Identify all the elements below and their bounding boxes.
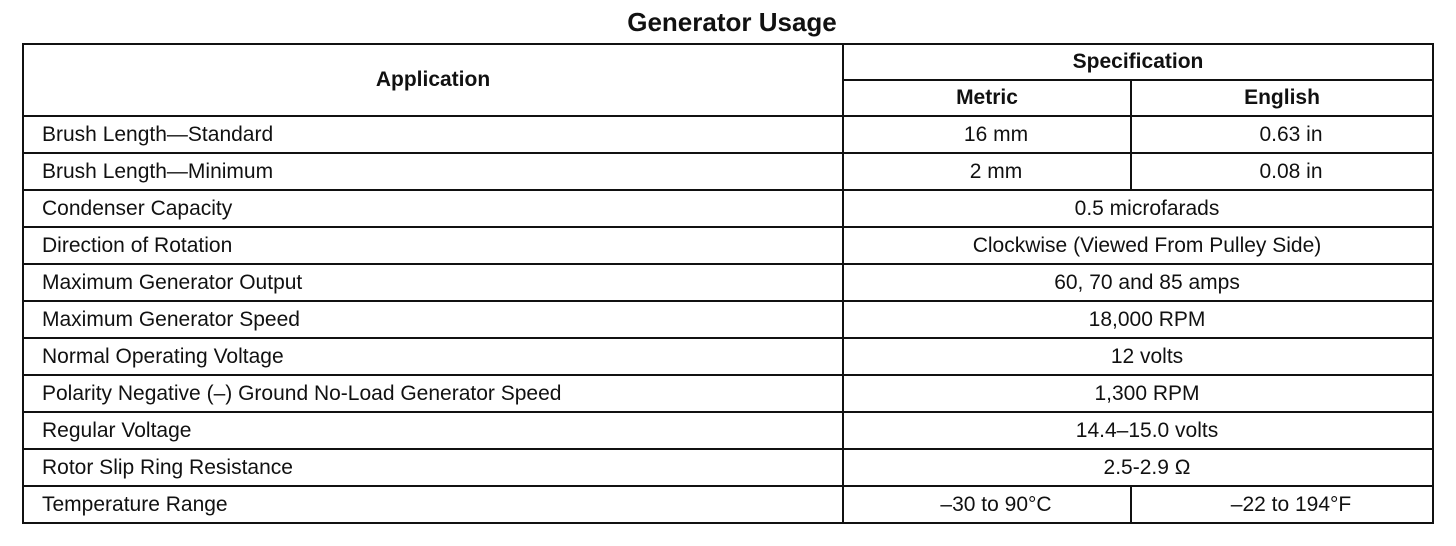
row-spec-value: 18,000 RPM bbox=[843, 301, 1433, 338]
row-spec-value: 60, 70 and 85 amps bbox=[843, 264, 1433, 301]
row-application: Brush Length—Standard bbox=[23, 116, 843, 153]
table-row bbox=[23, 375, 1433, 412]
row-application: Maximum Generator Output bbox=[23, 264, 843, 301]
row-metric-value: –30 to 90°C bbox=[843, 486, 1131, 523]
table-row bbox=[23, 301, 1433, 338]
row-english-value: 0.63 in bbox=[1131, 116, 1433, 153]
header-metric: Metric bbox=[843, 80, 1131, 116]
row-spec-value: 12 volts bbox=[843, 338, 1433, 375]
table-row bbox=[23, 153, 1433, 190]
row-spec-value: 1,300 RPM bbox=[843, 375, 1433, 412]
row-application: Regular Voltage bbox=[23, 412, 843, 449]
header-specification: Specification bbox=[843, 44, 1433, 80]
row-spec-value: 2.5-2.9 Ω bbox=[843, 449, 1433, 486]
row-application: Brush Length—Minimum bbox=[23, 153, 843, 190]
row-english-value: –22 to 194°F bbox=[1131, 486, 1433, 523]
table-row bbox=[23, 116, 1433, 153]
header-english: English bbox=[1131, 80, 1433, 116]
table-row bbox=[23, 486, 1433, 523]
table-row bbox=[23, 412, 1433, 449]
row-spec-value: Clockwise (Viewed From Pulley Side) bbox=[843, 227, 1433, 264]
row-application: Temperature Range bbox=[23, 486, 843, 523]
page-title: Generator Usage bbox=[627, 7, 837, 37]
row-application: Condenser Capacity bbox=[23, 190, 843, 227]
table-row bbox=[23, 449, 1433, 486]
table-row bbox=[23, 227, 1433, 264]
row-metric-value: 2 mm bbox=[843, 153, 1131, 190]
row-application: Maximum Generator Speed bbox=[23, 301, 843, 338]
table-row bbox=[23, 264, 1433, 301]
table-row bbox=[23, 338, 1433, 375]
table-row bbox=[23, 190, 1433, 227]
row-application: Rotor Slip Ring Resistance bbox=[23, 449, 843, 486]
row-spec-value: 0.5 microfarads bbox=[843, 190, 1433, 227]
row-spec-value: 14.4–15.0 volts bbox=[843, 412, 1433, 449]
row-application: Direction of Rotation bbox=[23, 227, 843, 264]
row-english-value: 0.08 in bbox=[1131, 153, 1433, 190]
header-application: Application bbox=[23, 44, 843, 116]
row-metric-value: 16 mm bbox=[843, 116, 1131, 153]
generator-usage-table bbox=[22, 43, 1434, 524]
row-application: Normal Operating Voltage bbox=[23, 338, 843, 375]
row-application: Polarity Negative (–) Ground No-Load Generator Speed bbox=[23, 375, 843, 412]
